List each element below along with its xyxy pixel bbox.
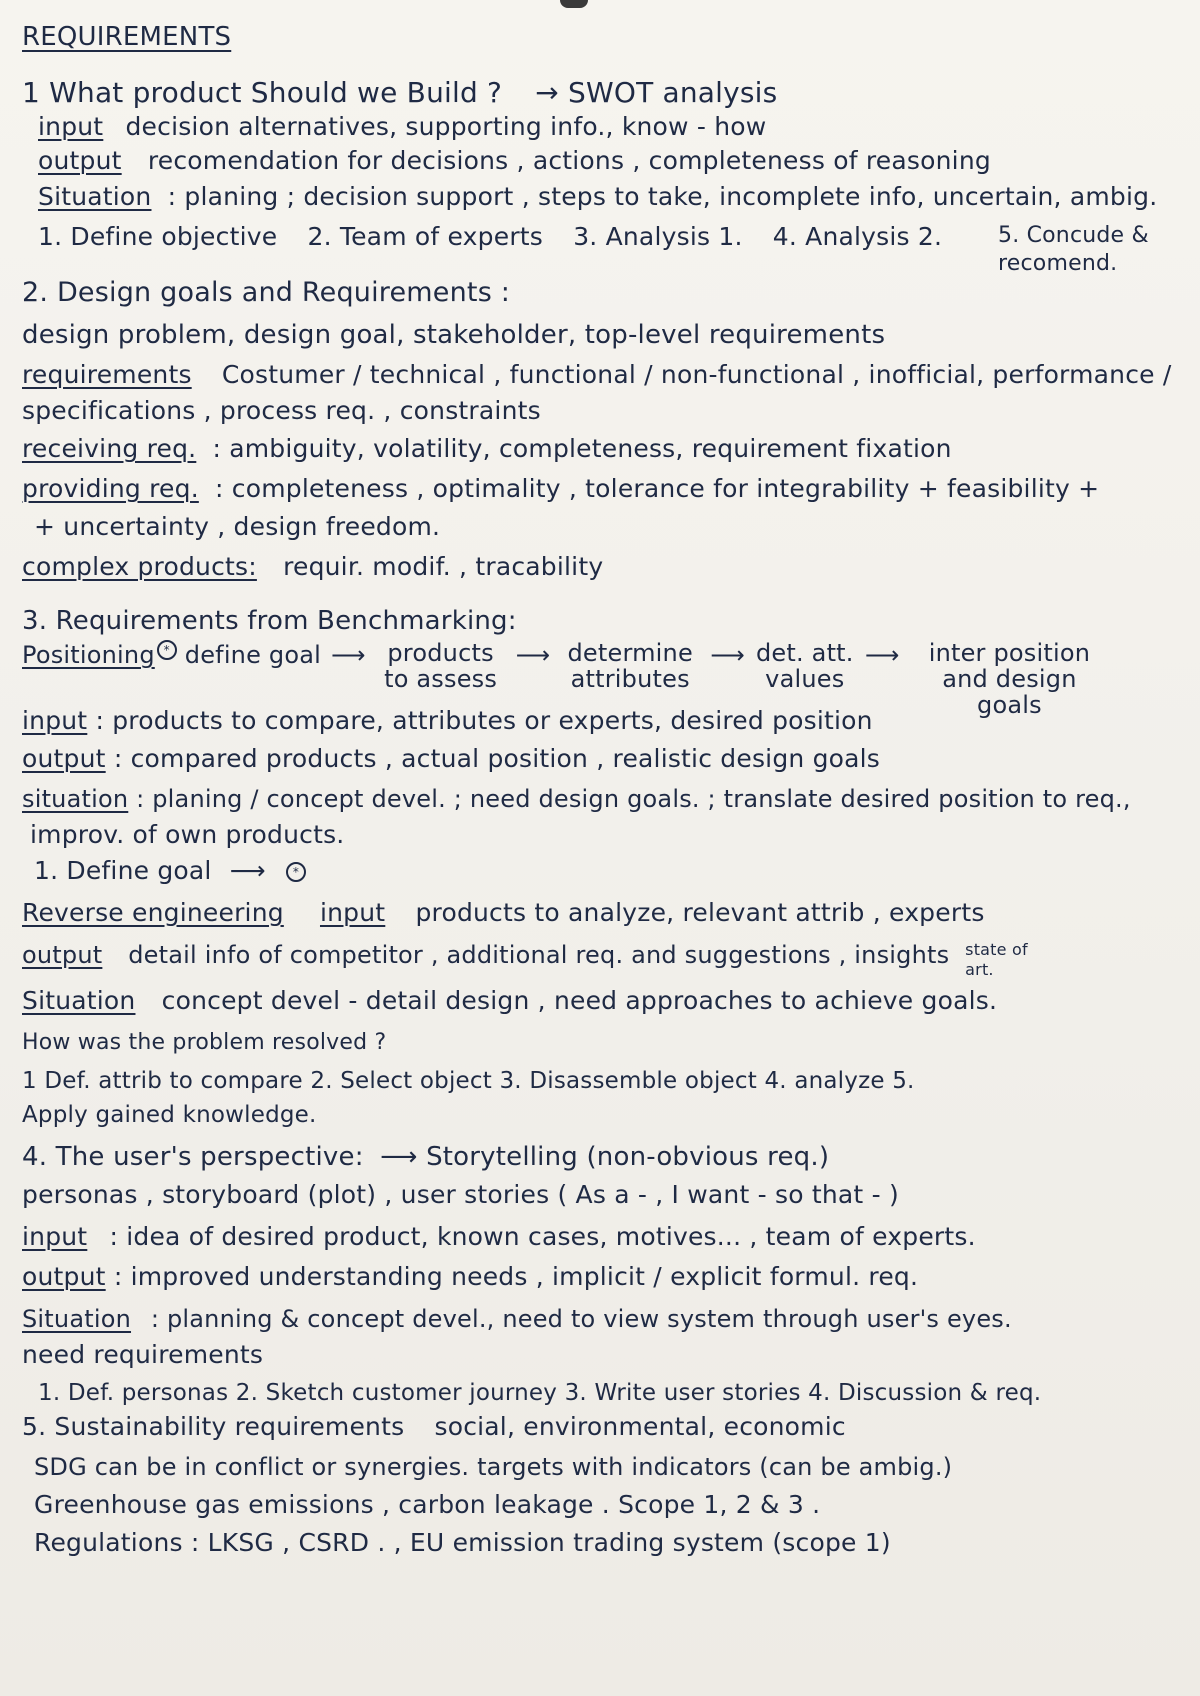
s1-heading: 1 What product Should we Build ? bbox=[22, 76, 503, 109]
s3-input-label: input bbox=[22, 706, 88, 735]
s3-pos-step-4: det. att. values bbox=[756, 639, 854, 693]
s3-pos-step-3: determine attributes bbox=[567, 639, 693, 693]
arrow-right-icon: ⟶ bbox=[330, 641, 366, 669]
s1-steps bbox=[38, 222, 1158, 276]
s1-arrow-note: → SWOT analysis bbox=[535, 76, 778, 109]
s5-heading: 5. Sustainability requirements bbox=[22, 1412, 405, 1441]
s4-line-1: personas , storyboard (plot) , user stories ( As a - , I want - so that - ) bbox=[22, 1180, 899, 1209]
s4-input-label: input bbox=[22, 1222, 88, 1251]
s1-step-5: 5. Concude & recomend. bbox=[998, 223, 1149, 276]
s2-line-2 bbox=[22, 360, 1172, 390]
s1-step-3: 3. Analysis 1. bbox=[573, 222, 743, 251]
s3-reverse-situation-label: Situation bbox=[22, 986, 136, 1015]
s4-input-line bbox=[22, 1222, 976, 1252]
s3-situation-label: situation bbox=[22, 785, 129, 813]
s3-reverse-output-label: output bbox=[22, 941, 103, 969]
s2-complex-text: requir. modif. , tracability bbox=[283, 552, 604, 581]
s1-situation-line bbox=[38, 182, 1157, 212]
s3-input-line bbox=[22, 706, 873, 736]
s4-need-line: need requirements bbox=[22, 1340, 264, 1369]
s2-providing-text: : completeness , optimality , tolerance for integrability + feasibility + bbox=[215, 474, 1100, 503]
s4-heading-line bbox=[22, 1142, 829, 1172]
s3-reverse-situation-line bbox=[22, 986, 997, 1016]
s2-line-7 bbox=[22, 552, 603, 582]
s5-line-3: Regulations : LKSG , CSRD . , EU emission trading system (scope 1) bbox=[34, 1528, 891, 1557]
s1-output-line bbox=[38, 146, 991, 176]
s3-reverse-output-note: state of art. bbox=[965, 940, 1028, 979]
arrow-right-icon: ⟶ bbox=[710, 641, 745, 669]
s3-reverse-steps-2: Apply gained knowledge. bbox=[22, 1102, 317, 1128]
s2-line-3: specifications , process req. , constraints bbox=[22, 396, 541, 425]
s1-situation-text: : planing ; decision support , steps to take, incomplete info, uncertain, ambig. bbox=[167, 182, 1158, 211]
s2-line-4 bbox=[22, 434, 952, 464]
s3-heading: 3. Requirements from Benchmarking: bbox=[22, 606, 517, 636]
s2-complex-label: complex products: bbox=[22, 552, 257, 581]
s3-reverse-input-label: input bbox=[319, 898, 386, 927]
s3-situation-line bbox=[22, 784, 1131, 814]
s3-positioning-label: Positioning bbox=[22, 641, 155, 669]
s3-reverse-output-line bbox=[22, 940, 1039, 980]
s2-providing-label: providing req. bbox=[22, 474, 199, 503]
s2-receiving-label: receiving req. bbox=[22, 434, 197, 463]
s3-situation-text: : planing / concept devel. ; need design goals. ; translate desired position to req., bbox=[136, 785, 1131, 813]
s3-reverse-line bbox=[22, 898, 985, 928]
s3-positioning-mark: * bbox=[157, 640, 177, 660]
s3-reverse-input-text: products to analyze, relevant attrib , experts bbox=[415, 898, 985, 927]
s1-step-2: 2. Team of experts bbox=[307, 222, 544, 251]
s3-pos-step-1: define goal bbox=[184, 641, 321, 669]
s3-reverse-output-text: detail info of competitor , additional req. and suggestions , insights bbox=[128, 941, 950, 969]
s4-output-text: : improved understanding needs , implicit / explicit formul. req. bbox=[113, 1262, 919, 1291]
s3-pos-step-5: inter position and design goals bbox=[928, 639, 1091, 719]
s3-how-line: How was the problem resolved ? bbox=[22, 1030, 387, 1055]
binding-mark bbox=[560, 0, 588, 8]
s3-output-text: : compared products , actual position , realistic design goals bbox=[113, 744, 881, 773]
s4-output-label: output bbox=[22, 1262, 106, 1291]
s1-input-line bbox=[38, 112, 766, 142]
s3-define-goal-mark: * bbox=[286, 862, 306, 882]
s1-output-text: recomendation for decisions , actions , completeness of reasoning bbox=[147, 146, 991, 175]
s3-reverse-steps-1: 1 Def. attrib to compare 2. Select object 3. Disassemble object 4. analyze 5. bbox=[22, 1068, 915, 1094]
s3-reverse-label: Reverse engineering bbox=[22, 898, 284, 927]
s4-input-text: : idea of desired product, known cases, motives... , team of experts. bbox=[109, 1222, 976, 1251]
s5-heading-rest: social, environmental, economic bbox=[434, 1412, 846, 1441]
s2-requirements-text: Costumer / technical , functional / non-functional , inofficial, performance / bbox=[221, 360, 1172, 389]
s4-situation-label: Situation bbox=[22, 1305, 132, 1333]
arrow-right-icon: ⟶ bbox=[229, 856, 266, 885]
s4-steps: 1. Def. personas 2. Sketch customer journey 3. Write user stories 4. Discussion & req. bbox=[38, 1380, 1042, 1406]
s2-line-1: design problem, design goal, stakeholder, top-level requirements bbox=[22, 320, 886, 350]
s4-situation-line bbox=[22, 1304, 1012, 1334]
s1-output-label: output bbox=[38, 146, 122, 175]
s4-heading: 4. The user's perspective: bbox=[22, 1142, 364, 1172]
arrow-right-icon: ⟶ bbox=[864, 641, 900, 669]
page-title: REQUIREMENTS bbox=[22, 22, 232, 52]
s3-define-goal: 1. Define goal bbox=[34, 856, 212, 885]
s4-output-line bbox=[22, 1262, 918, 1292]
s1-step-4: 4. Analysis 2. bbox=[772, 222, 943, 251]
s5-line-1: SDG can be in conflict or synergies. targets with indicators (can be ambig.) bbox=[34, 1453, 953, 1481]
s2-requirements-label: requirements bbox=[22, 360, 192, 389]
s3-output-label: output bbox=[22, 744, 106, 773]
s2-line-6: + uncertainty , design freedom. bbox=[34, 512, 441, 541]
s3-situation-cont: improv. of own products. bbox=[30, 820, 345, 849]
s4-situation-text: : planning & concept devel., need to view system through user's eyes. bbox=[150, 1305, 1012, 1333]
s2-line-5 bbox=[22, 474, 1099, 504]
s1-input-label: input bbox=[38, 112, 104, 141]
s1-situation-label: Situation bbox=[38, 182, 152, 211]
s2-receiving-text: : ambiguity, volatility, completeness, requirement fixation bbox=[212, 434, 952, 463]
s2-heading: 2. Design goals and Requirements : bbox=[22, 277, 511, 308]
s5-line-2: Greenhouse gas emissions , carbon leakage . Scope 1, 2 & 3 . bbox=[34, 1490, 821, 1519]
s3-define-goal-line bbox=[34, 856, 306, 886]
s4-arrow-note: ⟶ Storytelling (non-obvious req.) bbox=[380, 1142, 830, 1172]
s3-output-line bbox=[22, 744, 880, 774]
s3-reverse-situation-text: concept devel - detail design , need approaches to achieve goals. bbox=[161, 986, 998, 1015]
s1-input-text: decision alternatives, supporting info., know - how bbox=[125, 112, 767, 141]
s3-pos-step-2: products to assess bbox=[384, 639, 498, 693]
s5-heading-line bbox=[22, 1412, 846, 1442]
s3-input-text: : products to compare, attributes or experts, desired position bbox=[95, 706, 873, 735]
s1-heading-line bbox=[22, 78, 777, 108]
arrow-right-icon: ⟶ bbox=[515, 641, 551, 669]
s1-step-1: 1. Define objective bbox=[38, 222, 278, 251]
